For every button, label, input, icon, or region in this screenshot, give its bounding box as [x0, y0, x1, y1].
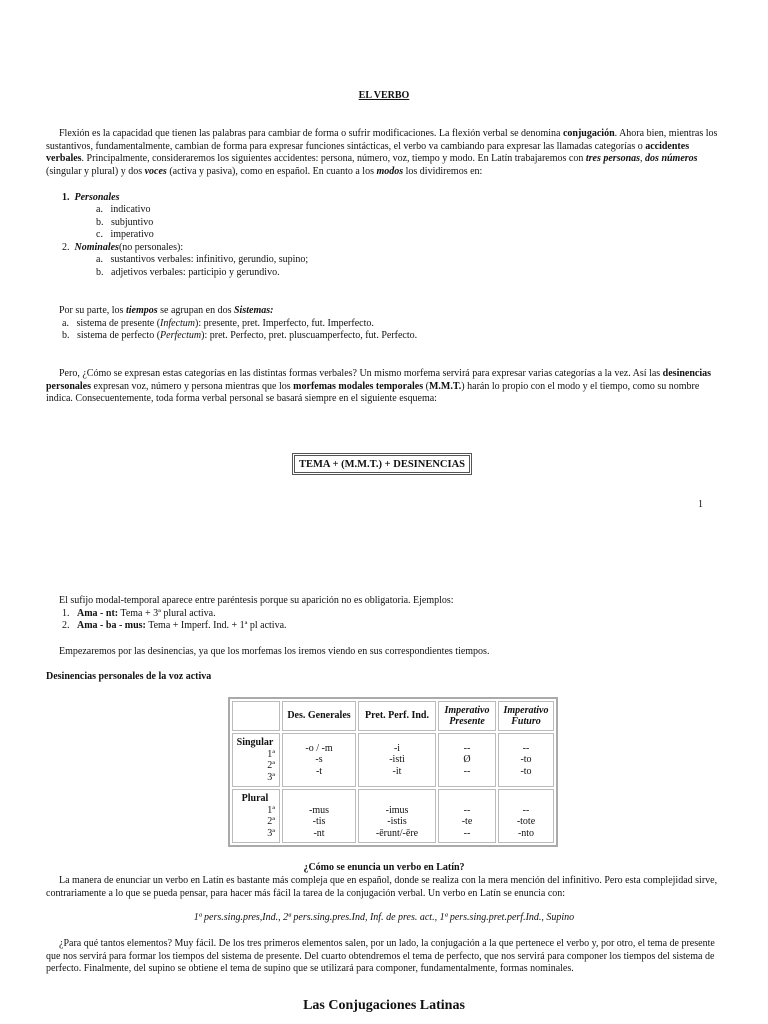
tiempos-item-b: b. sistema de perfecto (Perfectum): pret. Perfecto, pret. pluscuamperfecto, fut. Perfecto.	[62, 330, 418, 341]
enuncia-formula: 1ª pers.sing.pres,Ind., 2ª pers.sing.pres.Ind, Inf. de pres. act., 1ª pers.sing.pret.perf.Ind., Supino	[193, 912, 575, 923]
scheme-box: TEMA + (M.M.T.) + DESINENCIAS	[292, 453, 472, 475]
table-cell: -- -te --	[438, 789, 496, 843]
example-item: 1. Ama - nt: Tema + 3ª plural activa.	[62, 608, 216, 619]
table-header-empty	[232, 701, 280, 731]
table-header: Imperativo Presente	[438, 701, 496, 731]
tiempos-item-a: a. sistema de presente (Infectum): presente, pret. Imperfecto, fut. Imperfecto.	[62, 318, 374, 329]
table-cell: -- Ø --	[438, 733, 496, 787]
sub-item: c. imperativo	[96, 229, 154, 240]
table-header: Imperativo Futuro	[498, 701, 554, 731]
list-item-nominales: 2. Nominales(no personales):	[62, 242, 184, 253]
document-title: EL VERBO	[358, 90, 410, 101]
table-cell: -imus -istis -ērunt/-ēre	[358, 789, 436, 843]
page-number: 1	[698, 499, 703, 510]
intro-paragraph: Flexión es la capacidad que tienen las palabras para cambiar de forma o sufrir modificaciones. La flexión verbal se denomina conjugación. Ahora bien, mientras los sustantivos, fundamentalmente, cambian de forma para expresar funciones sintácticas, el verbo va cambiando para expresar las llamadas categorías o accidentes verbales. Principalmente, consideraremos los siguientes accidentes: persona, número, voz, tiempo y modo. En Latín trabajaremos con tres personas, dos números (singular y plural) y dos voces (activa y pasiva), como en español. En cuanto a los modos los dividiremos en:	[46, 128, 718, 177]
sufijo-paragraph: El sufijo modal-temporal aparece entre paréntesis porque su aparición no es obligatoria. Ejemplos:	[59, 595, 454, 606]
enuncia-paragraph: La manera de enunciar un verbo en Latín es bastante más compleja que en español, donde se realiza con la mera mención del infinitivo. Pero esta complejidad sirve, contrariamente a lo que se pueda pensar, para hacer más fácil la tarea de la conjugación verbal. Un verbo en Latín se enuncia con:	[46, 875, 718, 899]
sub-item: b. adjetivos verbales: participio y gerundivo.	[96, 267, 280, 278]
section-heading: Las Conjugaciones Latinas	[303, 998, 465, 1013]
table-row	[232, 789, 554, 843]
row-label-plural: Plural 1ª 2ª 3ª	[232, 789, 280, 843]
sub-item: b. subjuntivo	[96, 217, 154, 228]
table-cell: -i -isti -it	[358, 733, 436, 787]
pero-paragraph: Pero, ¿Cómo se expresan estas categorías en las distintas formas verbales? Un mismo morfema servirá para expresar varias categorías a la vez. Así las desinencias personales expresan voz, número y persona mientras que los morfemas modales temporales (M.M.T.) harán lo propio con el modo y el tiempo, como su nombre indica. Consecuentemente, toda forma verbal personal se basará siempre en el siguiente esquema:	[46, 368, 712, 404]
list-item-personales: 1. Personales	[62, 192, 120, 203]
table-cell: -- -tote -nto	[498, 789, 554, 843]
table-cell: -o / -m -s -t	[282, 733, 356, 787]
tiempos-paragraph: Por su parte, los tiempos se agrupan en dos Sistemas:	[59, 305, 274, 316]
table-heading: Desinencias personales de la voz activa	[46, 671, 212, 682]
para-que-paragraph: ¿Para qué tantos elementos? Muy fácil. De los tres primeros elementos salen, por un lado, la conjugación a la que pertenece el verbo y, por otro, el tema de presente que nos servirá para formar los tiempos del sistema de presente. Del cuarto obtendremos el tema de perfecto, que nos servirá para componer los tiempos del sistema de perfecto. Finalmente, del supino se obtiene el tema de supino que se utilizará para componer, fundamentalmente, formas nominales.	[46, 938, 715, 974]
example-item: 2. Ama - ba - mus: Tema + Imperf. Ind. + 1ª pl activa.	[62, 620, 287, 631]
table-cell: -mus -tis -nt	[282, 789, 356, 843]
sub-item: a. indicativo	[96, 204, 151, 215]
desinencias-table	[228, 697, 558, 847]
table-row	[232, 733, 554, 787]
enuncia-heading: ¿Cómo se enuncia un verbo en Latín?	[303, 862, 465, 873]
sub-item: a. sustantivos verbales: infinitivo, gerundio, supino;	[96, 254, 309, 265]
row-label-singular: Singular 1ª 2ª 3ª	[232, 733, 280, 787]
table-header: Pret. Perf. Ind.	[358, 701, 436, 731]
empezaremos-paragraph: Empezaremos por las desinencias, ya que los morfemas los iremos viendo en sus correspondientes tiempos.	[59, 646, 490, 657]
table-header: Des. Generales	[282, 701, 356, 731]
table-cell: -- -to -to	[498, 733, 554, 787]
